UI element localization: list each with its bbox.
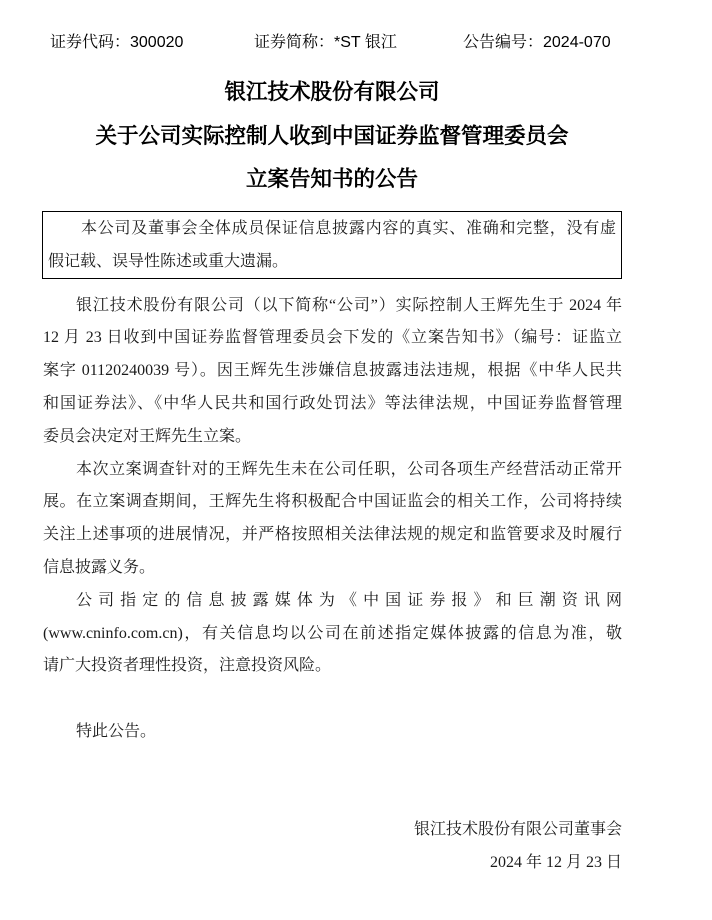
disclaimer-box bbox=[42, 211, 622, 279]
closing-statement-block bbox=[43, 716, 622, 749]
signature-date: 2024 年 12 月 23 日 bbox=[489, 853, 622, 871]
closing-statement: 特此公告。 bbox=[76, 723, 157, 740]
paragraph-line: 展。在立案调查期间，王辉先生将积极配合中国证监会的相关工作，公司将持续 bbox=[43, 493, 622, 511]
title-subject-line-2: 立案告知书的公告 bbox=[245, 167, 418, 192]
paragraph-line: 本次立案调查针对的王辉先生未在公司任职，公司各项生产经营活动正常开 bbox=[76, 460, 622, 478]
paragraph-disclosure-media bbox=[43, 585, 622, 683]
stock-code: 证券代码：300020 bbox=[50, 34, 184, 51]
paragraph-line: 银江技术股份有限公司（以下简称“公司”）实际控制人王辉先生于 2024 年 bbox=[76, 296, 622, 314]
paragraph-line: 12 月 23 日收到中国证券监督管理委员会下发的《立案告知书》（编号：证监立 bbox=[43, 329, 622, 347]
paragraph-line: 公司指定的信息披露媒体为《中国证券报》和巨潮资讯网 bbox=[76, 591, 622, 609]
paragraph-line: 委员会决定对王辉先生立案。 bbox=[43, 427, 252, 445]
paragraph-line: (www.cninfo.com.cn)，有关信息均以公司在前述指定媒体披露的信息为准，敬 bbox=[43, 624, 622, 642]
paragraph-line: 案字 01120240039 号）。因王辉先生涉嫌信息披露违法违规，根据《中华人民共 bbox=[43, 362, 622, 380]
disclaimer-line: 本公司及董事会全体成员保证信息披露内容的真实、准确和完整，没有虚 bbox=[81, 220, 616, 237]
stock-short-name: 证券简称：*ST 银江 bbox=[254, 34, 397, 51]
disclaimer-line: 假记载、误导性陈述或重大遗漏。 bbox=[48, 253, 289, 270]
signature-block bbox=[300, 814, 622, 880]
paragraph-operations-impact bbox=[43, 454, 622, 585]
paragraph-case-notice bbox=[43, 290, 622, 454]
paragraph-line: 请广大投资者理性投资，注意投资风险。 bbox=[43, 657, 332, 675]
signature-company: 银江技术股份有限公司董事会 bbox=[413, 821, 622, 838]
title-subject-line-1: 关于公司实际控制人收到中国证券监督管理委员会 bbox=[95, 124, 569, 149]
paragraph-line: 和国证券法》、《中华人民共和国行政处罚法》等法律法规，中国证券监督管理 bbox=[43, 394, 622, 412]
announcement-body bbox=[43, 290, 622, 684]
paragraph-line: 关注上述事项的进展情况，并严格按照相关法律法规的规定和监管要求及时履行 bbox=[43, 526, 622, 544]
announcement-number: 公告编号：2024-070 bbox=[463, 34, 611, 51]
paragraph-line: 信息披露义务。 bbox=[43, 558, 156, 576]
title-company-name: 银江技术股份有限公司 bbox=[224, 80, 440, 105]
